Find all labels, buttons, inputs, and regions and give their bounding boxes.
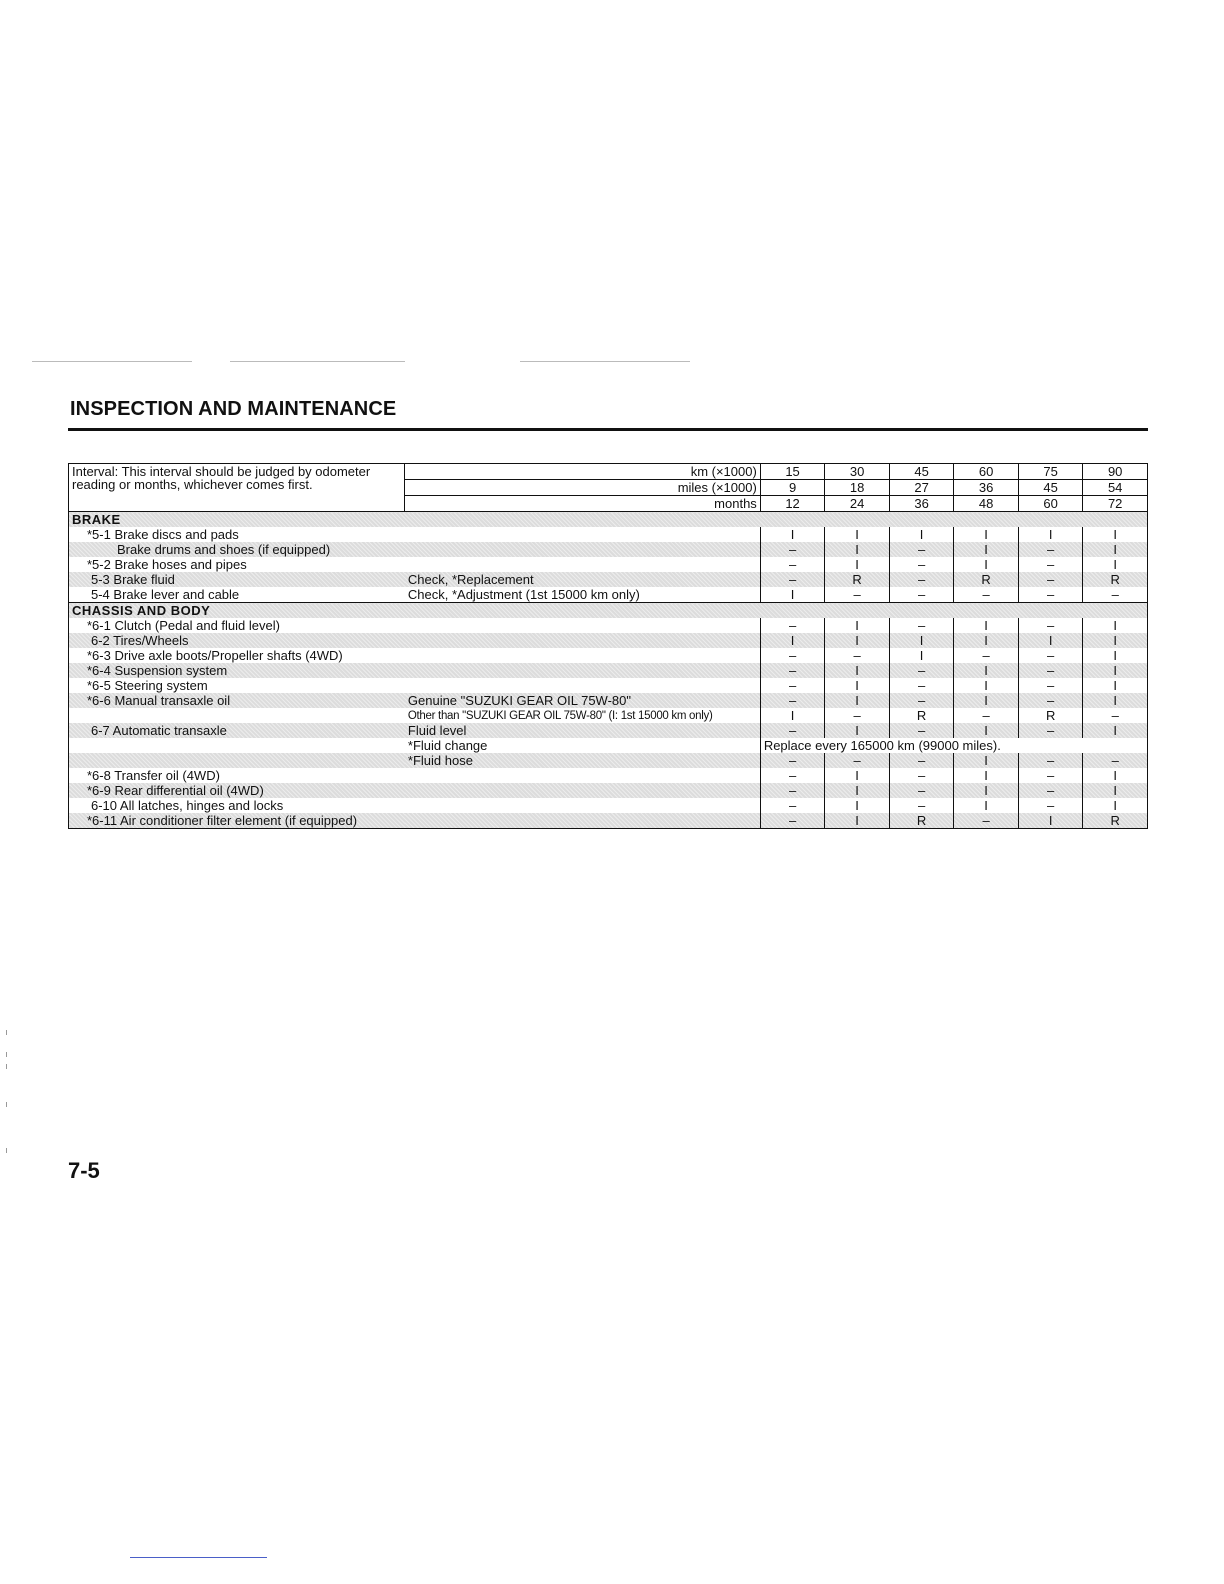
interval-value: 60: [954, 464, 1019, 480]
interval-unit-label: months: [405, 496, 760, 512]
margin-mark: [6, 1102, 7, 1107]
schedule-cell: I: [954, 693, 1019, 708]
schedule-cell: –: [1083, 753, 1148, 768]
item-label: 6-7 Automatic transaxle: [69, 723, 405, 738]
schedule-cell: I: [825, 768, 890, 783]
schedule-cell: –: [1083, 587, 1148, 603]
schedule-cell: –: [760, 723, 825, 738]
schedule-cell: –: [889, 663, 954, 678]
table-row: [69, 633, 1148, 648]
table-row: [69, 527, 1148, 542]
schedule-cell: –: [760, 557, 825, 572]
schedule-cell: –: [889, 618, 954, 633]
schedule-cell: –: [1018, 663, 1083, 678]
section-title: CHASSIS AND BODY: [69, 603, 1148, 619]
schedule-cell: R: [1018, 708, 1083, 723]
item-note: [405, 663, 760, 678]
schedule-cell: I: [1083, 557, 1148, 572]
schedule-cell: I: [954, 663, 1019, 678]
schedule-cell: R: [1083, 813, 1148, 829]
item-label: *6-4 Suspension system: [69, 663, 405, 678]
schedule-cell: R: [954, 572, 1019, 587]
schedule-cell: I: [760, 708, 825, 723]
table-row: [69, 768, 1148, 783]
page-title: INSPECTION AND MAINTENANCE: [70, 398, 397, 420]
schedule-cell: –: [1018, 768, 1083, 783]
table-row: [69, 783, 1148, 798]
item-note: *Fluid hose: [405, 753, 760, 768]
schedule-cell: I: [1083, 527, 1148, 542]
schedule-cell: I: [1083, 693, 1148, 708]
item-note: [405, 678, 760, 693]
table-row: [69, 648, 1148, 663]
schedule-cell: I: [825, 542, 890, 557]
section-header: [69, 512, 1148, 528]
item-label: [69, 753, 405, 768]
schedule-cell: –: [1083, 708, 1148, 723]
item-label: [69, 738, 405, 753]
schedule-cell: I: [954, 542, 1019, 557]
item-label: 6-2 Tires/Wheels: [69, 633, 405, 648]
schedule-cell: –: [889, 542, 954, 557]
margin-mark: [6, 1052, 7, 1057]
margin-mark: [6, 1030, 7, 1035]
maintenance-schedule-table: [68, 463, 1148, 829]
page-number: 7-5: [68, 1158, 100, 1183]
schedule-cell: –: [760, 783, 825, 798]
schedule-cell: –: [1018, 648, 1083, 663]
schedule-cell: I: [825, 798, 890, 813]
schedule-cell: –: [1018, 723, 1083, 738]
item-note: Check, *Replacement: [405, 572, 760, 587]
item-note: [405, 527, 760, 542]
schedule-cell: I: [1018, 527, 1083, 542]
interval-value: 54: [1083, 480, 1148, 496]
schedule-cell: I: [954, 557, 1019, 572]
schedule-cell: –: [1018, 618, 1083, 633]
interval-value: 90: [1083, 464, 1148, 480]
schedule-cell: –: [1018, 678, 1083, 693]
item-note: Check, *Adjustment (1st 15000 km only): [407, 587, 640, 602]
schedule-cell: I: [954, 768, 1019, 783]
item-label: [69, 708, 405, 723]
interval-value: 18: [825, 480, 890, 496]
schedule-cell: I: [825, 663, 890, 678]
item-note: [405, 633, 760, 648]
schedule-cell: I: [760, 633, 825, 648]
schedule-cell: –: [954, 648, 1019, 663]
interval-value: 72: [1083, 496, 1148, 512]
schedule-cell: –: [760, 753, 825, 768]
schedule-cell: –: [889, 723, 954, 738]
item-note: *Fluid change: [407, 738, 488, 753]
item-label: 5-3 Brake fluid: [69, 572, 405, 587]
schedule-cell: –: [760, 693, 825, 708]
replace-note: Replace every 165000 km (99000 miles).: [760, 738, 1147, 753]
interval-value: 36: [889, 496, 954, 512]
schedule-cell: I: [1083, 798, 1148, 813]
schedule-cell: –: [1018, 587, 1083, 603]
item-note: [405, 783, 760, 798]
schedule-cell: –: [889, 753, 954, 768]
item-label: 6-10 All latches, hinges and locks: [69, 798, 405, 813]
item-note: [405, 648, 760, 663]
scan-artifact-line: [32, 361, 192, 362]
item-label: *6-9 Rear differential oil (4WD): [69, 783, 405, 798]
table-row: [69, 798, 1148, 813]
schedule-cell: I: [760, 527, 825, 542]
schedule-cell: I: [1083, 678, 1148, 693]
schedule-cell: I: [1083, 723, 1148, 738]
bottom-rule: [130, 1557, 267, 1558]
table-row: [69, 618, 1148, 633]
schedule-cell: I: [1018, 813, 1083, 829]
item-note: [405, 557, 760, 572]
item-note: [405, 768, 760, 783]
interval-value: 15: [760, 464, 825, 480]
schedule-cell: I: [825, 618, 890, 633]
scan-artifact-line: [230, 361, 405, 362]
schedule-cell: I: [825, 633, 890, 648]
schedule-cell: I: [1083, 768, 1148, 783]
schedule-cell: –: [1018, 557, 1083, 572]
item-label: *6-6 Manual transaxle oil: [69, 693, 405, 708]
table-row: [69, 587, 1148, 603]
item-label: *6-1 Clutch (Pedal and fluid level): [69, 618, 405, 633]
interval-unit-label: km (×1000): [405, 464, 760, 480]
item-label: *6-8 Transfer oil (4WD): [69, 768, 405, 783]
table-row: [69, 708, 1148, 723]
schedule-cell: –: [1018, 753, 1083, 768]
schedule-cell: –: [760, 648, 825, 663]
schedule-cell: –: [825, 753, 890, 768]
schedule-cell: I: [954, 723, 1019, 738]
table-row: [69, 693, 1148, 708]
item-note: [405, 542, 760, 557]
scan-artifact-line: [520, 361, 690, 362]
schedule-cell: –: [1018, 572, 1083, 587]
schedule-cell: –: [889, 557, 954, 572]
schedule-cell: –: [889, 693, 954, 708]
schedule-cell: –: [825, 587, 890, 603]
item-note: [405, 618, 760, 633]
interval-value: 24: [825, 496, 890, 512]
title-rule: [68, 428, 1148, 431]
schedule-cell: I: [954, 798, 1019, 813]
item-label: *6-5 Steering system: [69, 678, 405, 693]
schedule-cell: R: [889, 813, 954, 829]
interval-value: 48: [954, 496, 1019, 512]
schedule-cell: I: [825, 557, 890, 572]
schedule-cell: I: [1083, 783, 1148, 798]
schedule-cell: –: [1018, 693, 1083, 708]
schedule-cell: I: [1083, 648, 1148, 663]
interval-value: 30: [825, 464, 890, 480]
schedule-cell: R: [1083, 572, 1148, 587]
item-note: Other than "SUZUKI GEAR OIL 75W-80" (I: 1st 15000 km only): [407, 709, 713, 722]
schedule-cell: –: [889, 678, 954, 693]
interval-value: 60: [1018, 496, 1083, 512]
schedule-cell: –: [760, 542, 825, 557]
schedule-cell: –: [760, 798, 825, 813]
item-label: 5-4 Brake lever and cable: [69, 587, 405, 603]
schedule-cell: I: [1018, 633, 1083, 648]
interval-value: 12: [760, 496, 825, 512]
schedule-cell: –: [889, 798, 954, 813]
table-row: [69, 753, 1148, 768]
schedule-cell: I: [1083, 542, 1148, 557]
schedule-cell: I: [954, 678, 1019, 693]
schedule-cell: –: [760, 768, 825, 783]
schedule-cell: I: [954, 783, 1019, 798]
schedule-cell: –: [889, 587, 954, 603]
interval-value: 9: [760, 480, 825, 496]
table-row: [69, 542, 1148, 557]
schedule-cell: –: [760, 678, 825, 693]
schedule-cell: I: [889, 527, 954, 542]
item-note: Genuine "SUZUKI GEAR OIL 75W-80": [405, 693, 760, 708]
schedule-cell: I: [1083, 618, 1148, 633]
schedule-cell: –: [825, 708, 890, 723]
section-header: [69, 603, 1148, 619]
schedule-cell: R: [825, 572, 890, 587]
table-row: [69, 723, 1148, 738]
schedule-cell: –: [889, 572, 954, 587]
schedule-cell: –: [954, 587, 1019, 603]
header-row: [69, 464, 1148, 480]
interval-value: 36: [954, 480, 1019, 496]
schedule-cell: –: [1018, 783, 1083, 798]
interval-unit-label: miles (×1000): [405, 480, 760, 496]
schedule-cell: I: [954, 618, 1019, 633]
section-title: BRAKE: [69, 512, 1148, 528]
schedule-cell: –: [760, 572, 825, 587]
item-label: Brake drums and shoes (if equipped): [69, 542, 405, 557]
table-row: [69, 572, 1148, 587]
item-note: Fluid level: [405, 723, 760, 738]
schedule-cell: R: [889, 708, 954, 723]
schedule-cell: –: [889, 783, 954, 798]
schedule-cell: –: [954, 708, 1019, 723]
item-label: *6-11 Air conditioner filter element (if equipped): [69, 813, 405, 829]
schedule-cell: –: [1018, 798, 1083, 813]
interval-note: Interval: This interval should be judged by odometer reading or months, whichever comes first.: [69, 464, 405, 512]
schedule-cell: I: [954, 527, 1019, 542]
table-row: [69, 557, 1148, 572]
item-note: [405, 813, 760, 829]
table-row: [69, 813, 1148, 829]
schedule-cell: I: [1083, 633, 1148, 648]
item-note: [405, 798, 760, 813]
schedule-cell: I: [825, 723, 890, 738]
table-row: [69, 678, 1148, 693]
interval-value: 27: [889, 480, 954, 496]
schedule-cell: I: [954, 633, 1019, 648]
schedule-cell: –: [760, 618, 825, 633]
schedule-cell: I: [825, 678, 890, 693]
schedule-cell: I: [1083, 663, 1148, 678]
interval-value: 45: [889, 464, 954, 480]
item-label: *5-1 Brake discs and pads: [69, 527, 405, 542]
schedule-cell: I: [889, 648, 954, 663]
schedule-cell: I: [954, 753, 1019, 768]
schedule-cell: –: [760, 663, 825, 678]
table-row: [69, 663, 1148, 678]
schedule-cell: –: [760, 813, 825, 829]
schedule-cell: I: [825, 813, 890, 829]
schedule-cell: I: [889, 633, 954, 648]
schedule-cell: –: [825, 648, 890, 663]
schedule-cell: I: [825, 527, 890, 542]
schedule-cell: I: [760, 587, 825, 603]
schedule-cell: I: [825, 783, 890, 798]
item-label: *5-2 Brake hoses and pipes: [69, 557, 405, 572]
margin-mark: [6, 1148, 7, 1153]
interval-value: 75: [1018, 464, 1083, 480]
item-label: *6-3 Drive axle boots/Propeller shafts (4WD): [69, 648, 405, 663]
table-row: [69, 738, 1148, 753]
interval-value: 45: [1018, 480, 1083, 496]
schedule-cell: –: [954, 813, 1019, 829]
schedule-cell: I: [825, 693, 890, 708]
margin-mark: [6, 1064, 7, 1069]
schedule-cell: –: [1018, 542, 1083, 557]
schedule-cell: –: [889, 768, 954, 783]
